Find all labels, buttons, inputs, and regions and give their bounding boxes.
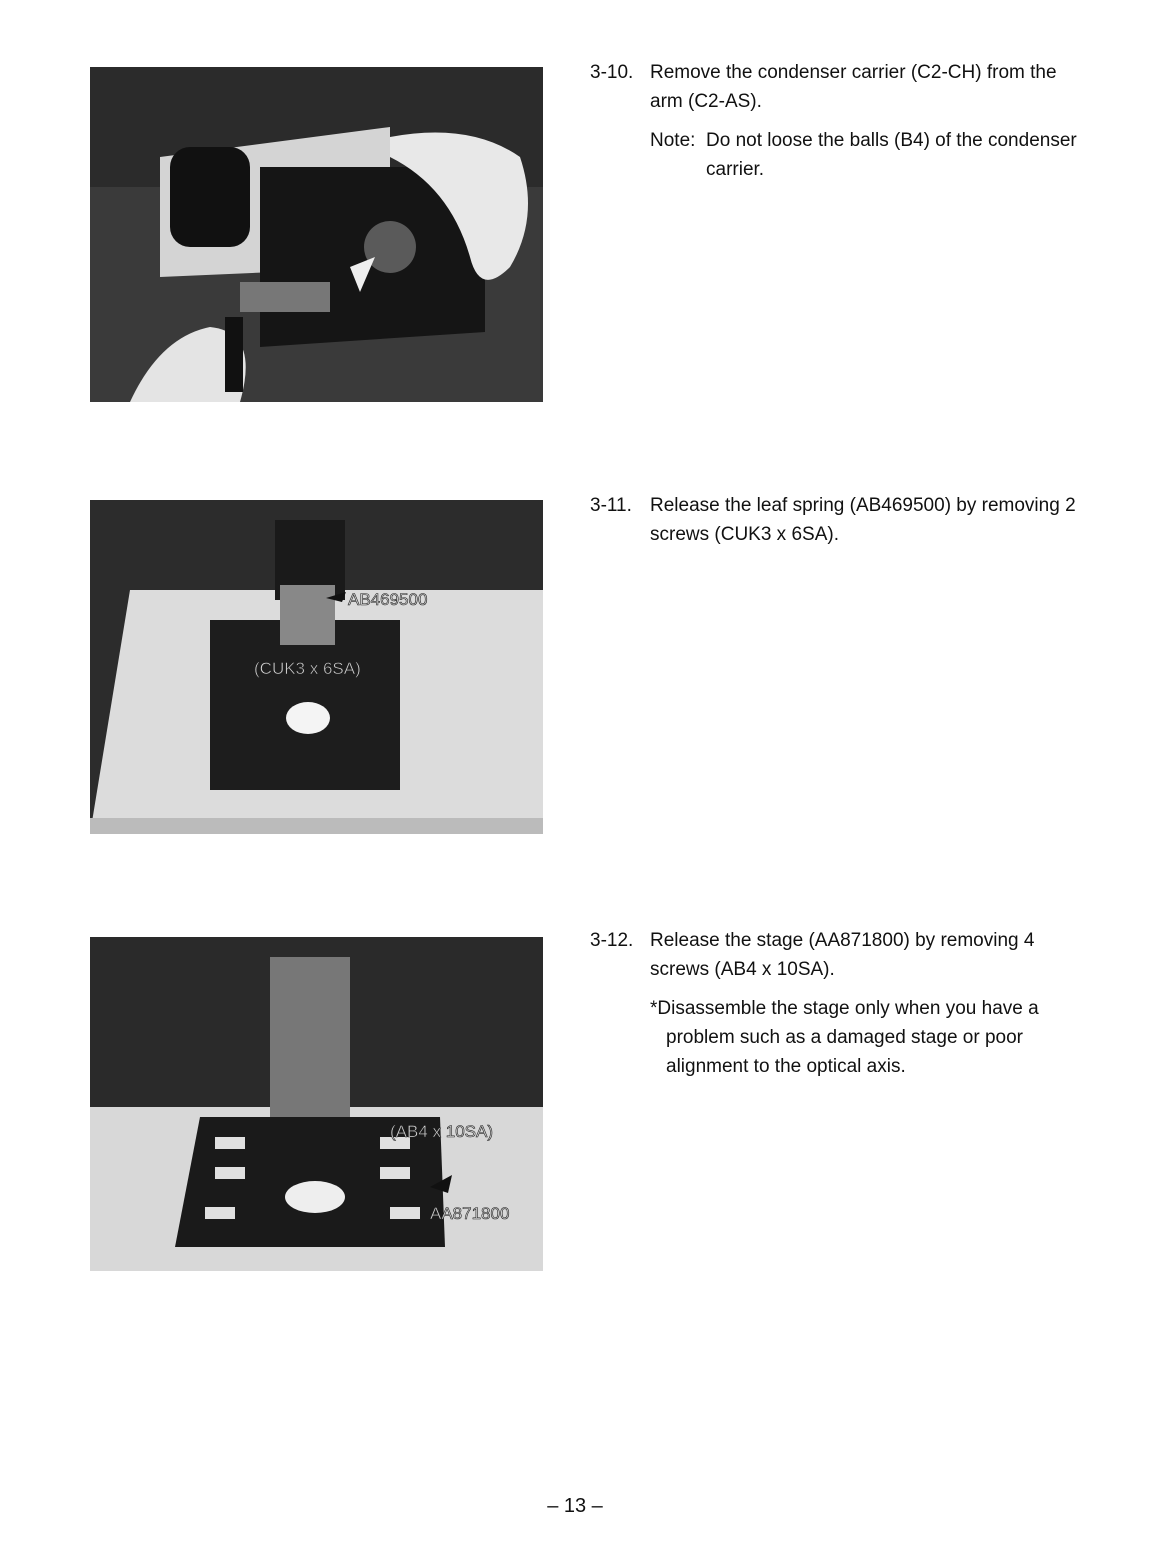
step-asterisk-note: *Disassemble the stage only when you have a problem such as a damaged stage or poor alignment to the optical axis.: [650, 998, 1039, 1077]
step-3-11: [590, 491, 1080, 549]
label-stage: AA871800: [430, 1204, 510, 1223]
label-screws-ab4: (AB4 x 10SA): [390, 1122, 493, 1141]
label-screws-cuk3: (CUK3 x 6SA): [254, 659, 361, 678]
step-note: [650, 126, 1080, 184]
note-label: Note:: [650, 130, 696, 151]
note-text: Do not loose the balls (B4) of the condenser carrier.: [706, 130, 1077, 180]
step-number: 3-12.: [590, 930, 634, 951]
step-3-12: [590, 926, 1080, 1081]
label-leaf-spring: AB469500: [348, 590, 428, 609]
step-number: 3-11.: [590, 495, 632, 516]
page-number: – 13 –: [547, 1495, 603, 1517]
step-3-10: [590, 58, 1080, 184]
photo-condenser-carrier: [90, 67, 543, 402]
step-text: Remove the condenser carrier (C2-CH) from the arm (C2-AS).: [650, 62, 1057, 112]
photo-stage: [90, 937, 543, 1271]
step-number: 3-10.: [590, 62, 634, 83]
step-text: Release the stage (AA871800) by removing 4 screws (AB4 x 10SA).: [650, 930, 1035, 980]
step-text: Release the leaf spring (AB469500) by removing 2 screws (CUK3 x 6SA).: [650, 495, 1076, 545]
photo-leaf-spring: [90, 500, 543, 834]
